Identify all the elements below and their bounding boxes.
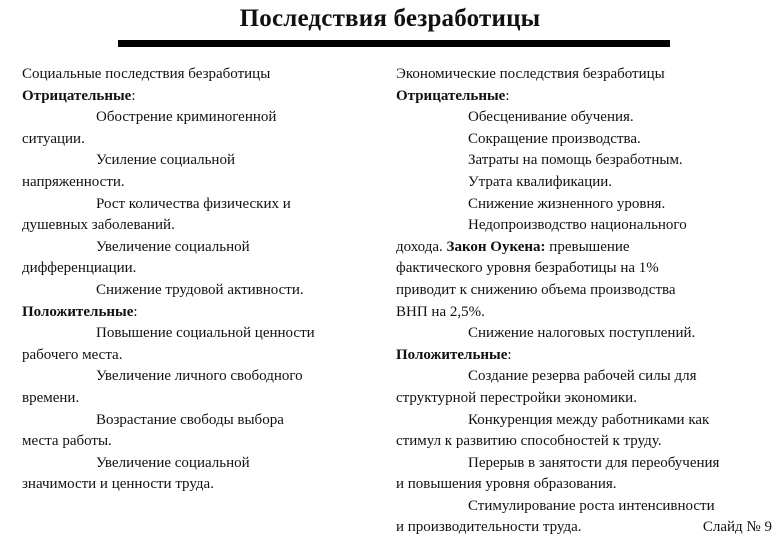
item-line: Снижение трудовой активности.	[96, 281, 304, 298]
economic-consequences-column	[396, 64, 774, 539]
economic-negative-item: Недопроизводство национального	[468, 217, 687, 234]
item-line: дифференциации.	[22, 260, 137, 277]
item-line: значимости и ценности труда.	[22, 476, 214, 493]
item-line: Усиление социальной	[96, 152, 235, 169]
social-negative-item	[22, 150, 362, 193]
economic-heading: Экономические последствия безработицы	[396, 66, 665, 82]
item-line: и повышения уровня образования.	[396, 476, 617, 493]
okun-law-line: ВНП на 2,5%.	[396, 303, 485, 320]
economic-negative-item: Утрата квалификации.	[468, 173, 613, 190]
item-line: Увеличение социальной	[96, 238, 250, 255]
social-positive-item	[22, 366, 362, 409]
social-negative-label: Отрицательные	[22, 87, 132, 104]
okun-law-label: Закон Оукена	[446, 238, 541, 255]
title-underline	[118, 40, 670, 47]
slide-number: Слайд № 9	[702, 519, 772, 536]
economic-negative-item: Обесценивание обучения.	[468, 109, 634, 126]
item-line: Возрастание свободы выбора	[96, 411, 284, 428]
item-line: Рост количества физических и	[96, 195, 291, 212]
item-line-text: и производительности труда.	[396, 519, 582, 536]
okun-law-text: превышение	[549, 238, 630, 255]
social-heading: Социальные последствия безработицы	[22, 66, 271, 82]
economic-negative-item: Сокращение производства.	[468, 130, 641, 147]
item-line-end: дохода.	[396, 238, 443, 255]
social-negative-heading: Отрицательные:	[22, 87, 136, 104]
social-consequences-column	[22, 64, 362, 496]
item-line: места работы.	[22, 433, 112, 450]
item-line: структурной перестройки экономики.	[396, 389, 637, 406]
economic-negative-item: Затраты на помощь безработным.	[468, 152, 683, 169]
social-positive-item	[22, 323, 362, 366]
economic-positive-label: Положительные	[396, 346, 508, 363]
social-negative-item	[22, 194, 362, 237]
economic-positive-heading: Положительные:	[396, 346, 512, 363]
social-positive-item	[22, 410, 362, 453]
item-line: стимул к развитию способностей к труду.	[396, 433, 662, 450]
economic-negative-item: Снижение жизненного уровня.	[468, 195, 666, 212]
okun-law-line: дохода. Закон Оукена: превышение	[396, 238, 630, 255]
item-line: душевных заболеваний.	[22, 217, 175, 234]
social-negative-item	[22, 280, 362, 302]
item-line: времени.	[22, 389, 80, 406]
economic-negative-heading: Отрицательные:	[396, 87, 510, 104]
item-line: рабочего места.	[22, 346, 123, 363]
item-line: ситуации.	[22, 130, 85, 147]
social-negative-item	[22, 237, 362, 280]
page-title: Последствия безработицы	[239, 5, 541, 32]
item-line: Увеличение личного свободного	[96, 368, 303, 385]
item-line: Увеличение социальной	[96, 454, 250, 471]
economic-positive-item: Перерыв в занятости для переобучения	[468, 454, 720, 471]
item-line	[396, 517, 774, 539]
economic-positive-item: Стимулирование роста интенсивности	[468, 497, 715, 514]
okun-law-line: приводит к снижению объема производства	[396, 281, 676, 298]
item-line: Обострение криминогенной	[96, 109, 277, 126]
item-line: Повышение социальной ценности	[96, 325, 315, 342]
economic-positive-item: Конкуренция между работниками как	[468, 411, 710, 428]
social-negative-item	[22, 107, 362, 150]
okun-law-line: фактического уровня безработицы на 1%	[396, 260, 659, 277]
social-positive-heading: Положительные:	[22, 303, 138, 320]
economic-positive-item: Создание резерва рабочей силы для	[468, 368, 697, 385]
social-positive-item	[22, 453, 362, 496]
item-line: напряженности.	[22, 173, 125, 190]
economic-negative-item: Снижение налоговых поступлений.	[468, 325, 696, 342]
economic-negative-label: Отрицательные	[396, 87, 506, 104]
social-positive-label: Положительные	[22, 303, 134, 320]
